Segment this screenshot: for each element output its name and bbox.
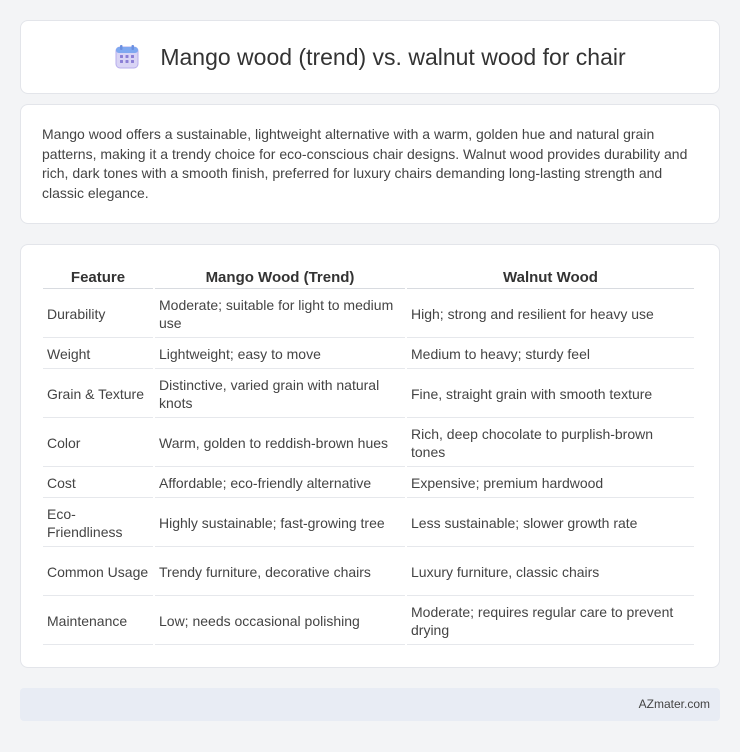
comparison-table-card [20, 244, 720, 668]
calendar-icon [114, 44, 140, 70]
footer-brand: AZmater.com [638, 697, 710, 711]
table-cell-walnut: High; strong and resilient for heavy use [407, 291, 694, 338]
table-cell-feature: Common Usage [43, 549, 153, 596]
table-cell-feature: Cost [43, 469, 153, 498]
table-row [43, 549, 694, 596]
table-cell-feature: Weight [43, 340, 153, 369]
table-cell-feature: Grain & Texture [43, 371, 153, 418]
comparison-table [41, 265, 696, 647]
table-cell-mango: Warm, golden to reddish-brown hues [155, 420, 405, 467]
footer [20, 688, 720, 721]
table-cell-mango: Low; needs occasional polishing [155, 598, 405, 645]
table-cell-walnut: Luxury furniture, classic chairs [407, 549, 694, 596]
title-card [20, 20, 720, 94]
table-row [43, 500, 694, 547]
table-cell-mango: Affordable; eco-friendly alternative [155, 469, 405, 498]
table-cell-feature: Durability [43, 291, 153, 338]
table-cell-walnut: Medium to heavy; sturdy feel [407, 340, 694, 369]
table-cell-mango: Moderate; suitable for light to medium use [155, 291, 405, 338]
page-title: Mango wood (trend) vs. walnut wood for chair [160, 43, 626, 70]
column-header-walnut: Walnut Wood [407, 267, 694, 289]
column-header-mango: Mango Wood (Trend) [155, 267, 405, 289]
table-cell-mango: Trendy furniture, decorative chairs [155, 549, 405, 596]
table-cell-walnut: Expensive; premium hardwood [407, 469, 694, 498]
table-row [43, 340, 694, 369]
table-row [43, 291, 694, 338]
table-cell-feature: Eco-Friendliness [43, 500, 153, 547]
table-cell-walnut: Fine, straight grain with smooth texture [407, 371, 694, 418]
table-cell-mango: Distinctive, varied grain with natural knots [155, 371, 405, 418]
column-header-feature: Feature [43, 267, 153, 289]
table-header-row [43, 267, 694, 289]
table-row [43, 371, 694, 418]
table-cell-walnut: Moderate; requires regular care to prevent drying [407, 598, 694, 645]
intro-text: Mango wood offers a sustainable, lightweight alternative with a warm, golden hue and natural grain patterns, making it a trendy choice for eco-conscious chair designs. Walnut wood provides durability and rich, dark tones with a smooth finish, preferred for luxury chairs demanding long-lasting strength and classic elegance. [42, 126, 688, 201]
table-row [43, 420, 694, 467]
table-cell-walnut: Less sustainable; slower growth rate [407, 500, 694, 547]
table-row [43, 598, 694, 645]
table-row [43, 469, 694, 498]
intro-card [20, 104, 720, 224]
table-cell-feature: Maintenance [43, 598, 153, 645]
table-cell-mango: Highly sustainable; fast-growing tree [155, 500, 405, 547]
table-cell-feature: Color [43, 420, 153, 467]
table-cell-mango: Lightweight; easy to move [155, 340, 405, 369]
table-cell-walnut: Rich, deep chocolate to purplish-brown tones [407, 420, 694, 467]
